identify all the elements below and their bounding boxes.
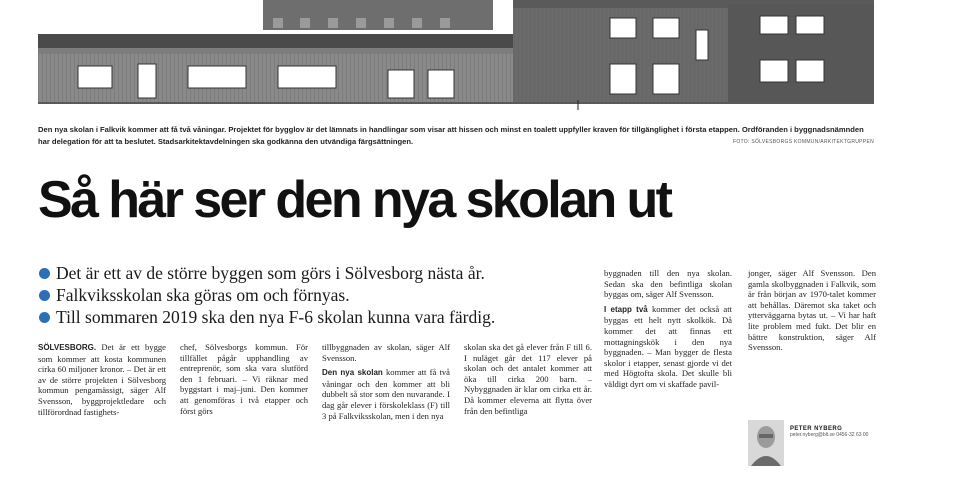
body-column-4: skolan ska det gå elever från F till 6. I nuläget går det 117 elever på skolan och det antalet kommer att öka till cirka 200 barn. – Nybyggnaden är klar om cirka ett år. Då kommer eleverna att flytta över från den befintliga	[464, 342, 592, 416]
bullet-dot-icon	[39, 290, 50, 301]
body-column-6: jonger, säger Alf Svensson. Den gamla skolbyggnaden i Falkvik, som är från början av 1970-talet kommer att behållas. Däremot ska taket och ytterväggarna bytas ut. – Vi har haft lite problem med fukt. Det blir en bättre konstruktion, säger Alf Svensson.	[748, 268, 876, 353]
body-column-5: byggnaden till den nya skolan. Sedan ska den befintliga skolan byggas om, säger Alf Svensson. I etapp två kommer det också att byggas ett helt nytt skolkök. Då kommer det att finnas ett mottagningskök i den nya byggnaden. – Man bygger de flesta skolor i etapper, senast gjorde vi det med Högtofta skola. Det skulle bli väldigt dyrt om vi skaffade pavil-	[604, 268, 732, 389]
subheading: Den nya skolan	[322, 368, 383, 378]
body-column-3: tillbyggnaden av skolan, säger Alf Svensson. Den nya skolan kommer att få två våningar och den kommer att bli dubbelt så stor som den nuvarande. I dag går elever i förskoleklass (F) till 3 på Falkviksskolan, men i den nya	[322, 342, 450, 421]
bullet-dot-icon	[39, 268, 50, 279]
bullet-item: Det är ett av de större byggen som görs i Sölvesborg nästa år.	[38, 262, 598, 284]
bullet-item: Falkviksskolan ska göras om och förnyas.	[38, 284, 598, 306]
photo-caption	[38, 124, 874, 148]
author-contact: peter.nyberg@blt.se 0456-32 63 00	[790, 432, 869, 438]
author-byline	[748, 418, 876, 468]
lead-bullets	[38, 262, 598, 328]
caption-text: Den nya skolan i Falkvik kommer att få två våningar. Projektet för bygglov är det lämnats in handlingar som visar att hissen och minst en toalett uppfyller kraven för tillgänglighet i första etappen. Ordföranden i byggnadsnämnden har delegation för att ta beslutet. Stadsarkitektavdelningen ska godkänna den utvändiga färgsättningen.	[38, 125, 864, 146]
body-column-1: SÖLVESBORG. Det är ett bygge som kommer att kosta kommunen cirka 60 miljoner kronor. – Det är ett av de större projekten i Sölvesborg kommun pengamässigt, säger Alf Svensson, byggprojektledare och tillförordnad fastighets-	[38, 342, 166, 417]
photo-credit: FOTO: SÖLVESBORGS KOMMUN/ARKITEKTGRUPPEN	[732, 139, 874, 145]
bullet-item: Till sommaren 2019 ska den nya F-6 skolan kunna vara färdig.	[38, 306, 598, 328]
body-column-2: chef, Sölvesborgs kommun. För tillfället pågår upphandling av entreprenör, som ska vara slutförd den 1 februari. – Vi räknar med byggstart i maj–juni. Den kommer att genomföras i två etapper och först görs	[180, 342, 308, 416]
subheading: I etapp två	[604, 304, 648, 314]
author-photo	[748, 420, 784, 466]
author-name: PETER NYBERG	[790, 426, 843, 432]
school-elevation-drawing	[38, 0, 874, 112]
bullet-dot-icon	[39, 312, 50, 323]
article-headline: Så här ser den nya skolan ut	[38, 171, 671, 229]
dateline: SÖLVESBORG.	[38, 343, 97, 352]
